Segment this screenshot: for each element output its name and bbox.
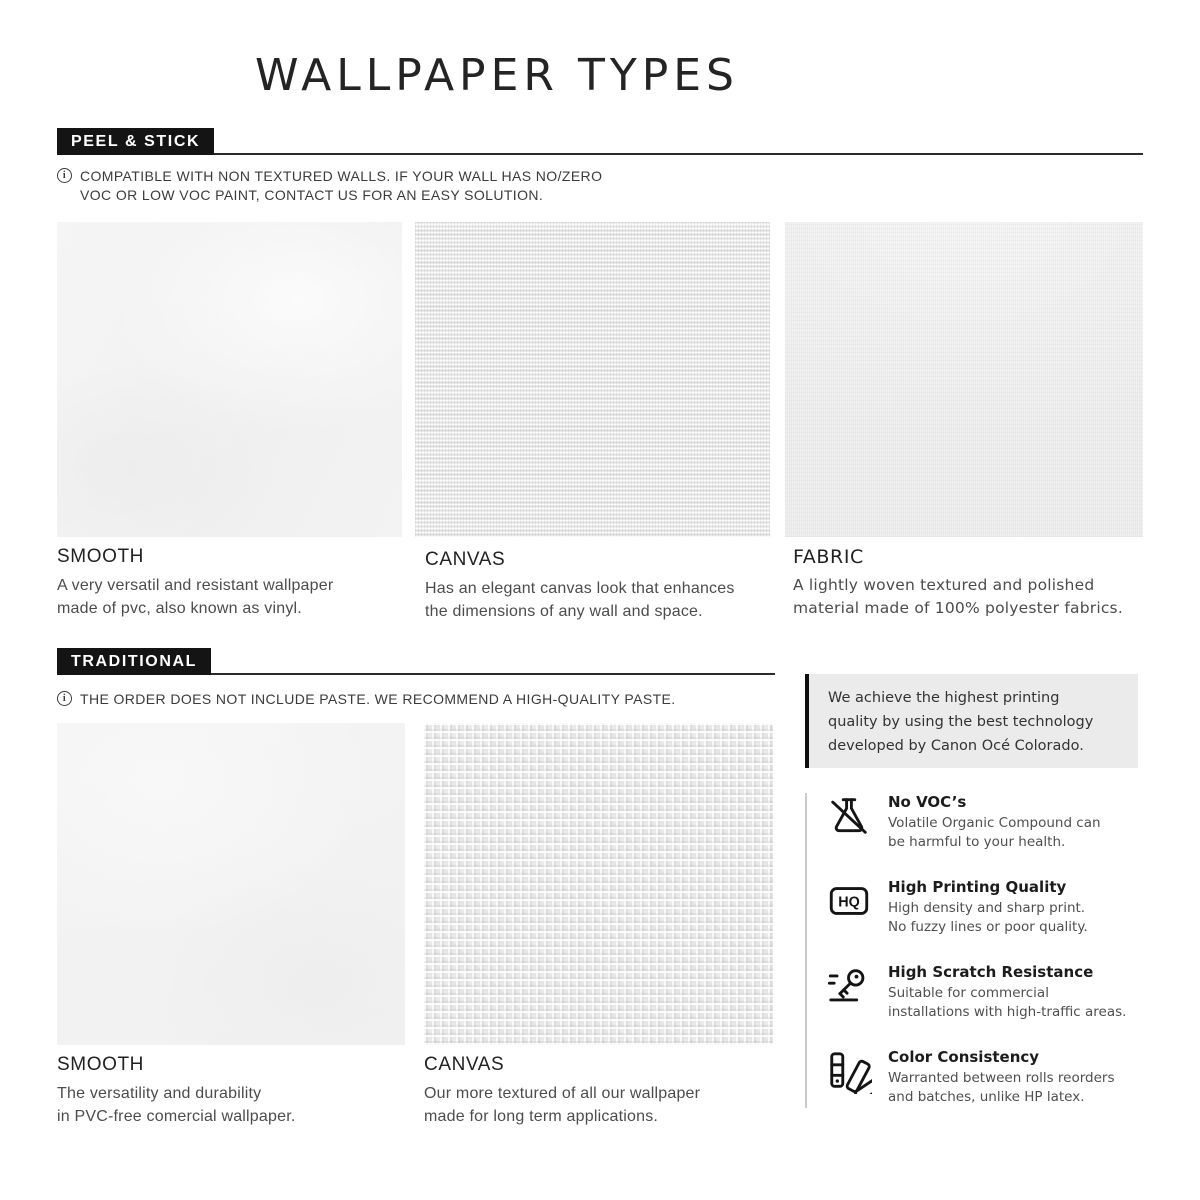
swatch-name: CANVAS (425, 549, 506, 570)
svg-text:HQ: HQ (838, 894, 860, 911)
color-swatch-fan-icon (826, 1048, 872, 1094)
feature-description: High density and sharp print. No fuzzy lines or poor quality. (888, 900, 1088, 935)
swatch-image-smooth-traditional (57, 723, 405, 1045)
hq-badge-icon (826, 878, 872, 924)
swatch-name: FABRIC (793, 546, 864, 568)
caption-fabric-peel (793, 546, 1143, 620)
features-divider-line (805, 793, 807, 1108)
traditional-note (57, 690, 676, 709)
feature-no-vocs (826, 793, 1142, 852)
feature-text (888, 1048, 1115, 1107)
swatch-description: Has an elegant canvas look that enhances the dimensions of any wall and space. (425, 580, 735, 620)
section-badge-traditional: TRADITIONAL (57, 648, 211, 675)
caption-canvas-peel (425, 549, 775, 623)
no-voc-flask-icon (826, 793, 872, 839)
info-icon: i (57, 168, 72, 183)
swatch-description: The versatility and durability in PVC-free comercial wallpaper. (57, 1085, 296, 1125)
feature-description: Suitable for commercial installations with high-traffic areas. (888, 985, 1127, 1020)
swatch-description: A very versatil and resistant wallpaper made of pvc, also known as vinyl. (57, 577, 334, 617)
info-icon: i (57, 691, 72, 706)
feature-text (888, 793, 1101, 852)
feature-description: Volatile Organic Compound can be harmful to your health. (888, 815, 1101, 850)
caption-smooth-traditional (57, 1054, 402, 1128)
peel-stick-note-text: COMPATIBLE WITH NON TEXTURED WALLS. IF YOUR WALL HAS NO/ZERO VOC OR LOW VOC PAINT, CONTACT US FOR AN EASY SOLUTION. (80, 168, 603, 203)
scratching-key-icon (826, 963, 872, 1009)
feature-text (888, 878, 1088, 937)
feature-title: High Scratch Resistance (888, 963, 1094, 981)
swatch-description: A lightly woven textured and polished material made of 100% polyester fabrics. (793, 576, 1123, 617)
swatch-name: SMOOTH (57, 1054, 144, 1075)
swatch-name: CANVAS (424, 1054, 505, 1075)
peel-stick-note (57, 167, 602, 205)
feature-high-printing-quality (826, 878, 1142, 937)
feature-text (888, 963, 1126, 1022)
swatch-description: Our more textured of all our wallpaper made for long term applications. (424, 1085, 701, 1125)
printing-quality-quote: We achieve the highest printing quality by using the best technology developed by Canon Océ Colorado. (805, 674, 1138, 768)
feature-high-scratch-resistance (826, 963, 1142, 1022)
feature-title: High Printing Quality (888, 878, 1067, 896)
swatch-image-canvas-traditional (424, 723, 773, 1045)
caption-smooth-peel (57, 546, 402, 620)
page-title: WALLPAPER TYPES (255, 50, 739, 101)
swatch-image-fabric-peel (785, 222, 1143, 537)
feature-title: No VOC’s (888, 793, 967, 811)
feature-color-consistency (826, 1048, 1142, 1107)
caption-canvas-traditional (424, 1054, 774, 1128)
traditional-note-text: THE ORDER DOES NOT INCLUDE PASTE. WE RECOMMEND A HIGH-QUALITY PASTE. (80, 691, 676, 707)
feature-title: Color Consistency (888, 1048, 1040, 1066)
swatch-image-smooth-peel (57, 222, 402, 537)
feature-description: Warranted between rolls reorders and batches, unlike HP latex. (888, 1070, 1115, 1105)
section-rule-peel-and-stick (57, 153, 1143, 155)
swatch-name: SMOOTH (57, 546, 144, 567)
swatch-image-canvas-peel (415, 222, 770, 537)
section-badge-peel-and-stick: PEEL & STICK (57, 128, 214, 155)
